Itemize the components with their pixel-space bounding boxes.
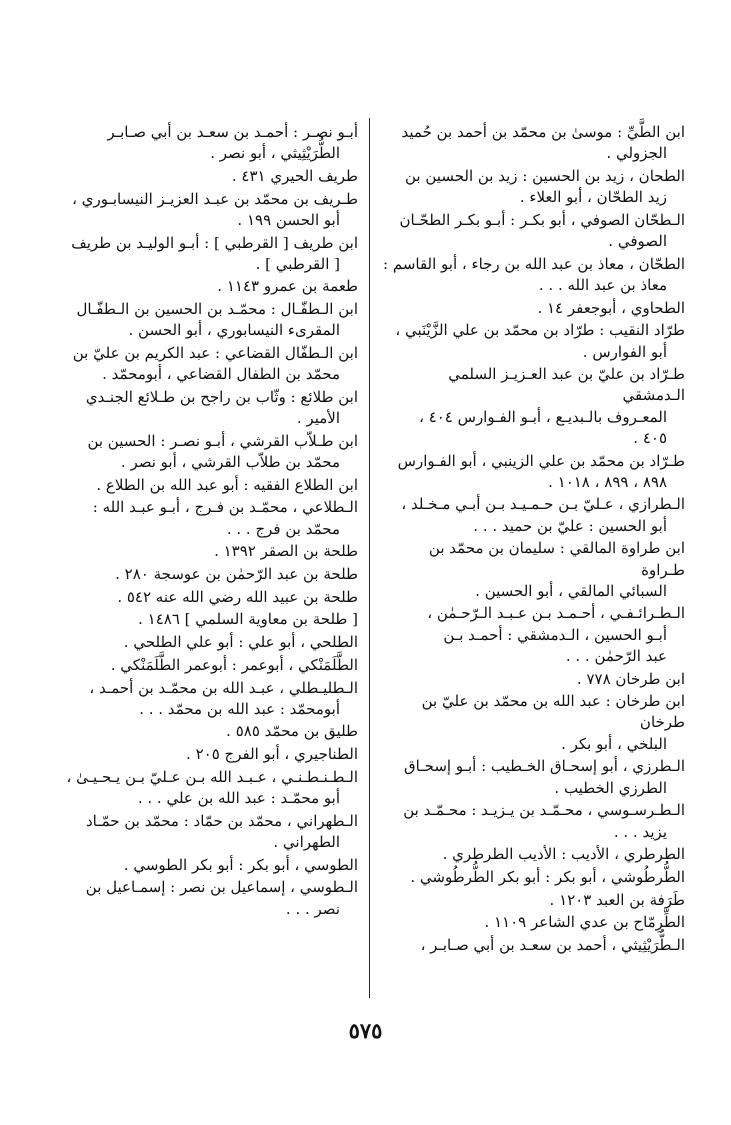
- entry-continuation: محمّد بن طلاّب القرشي ، أبو نصر .: [120, 453, 340, 472]
- index-entry: [58, 721, 358, 742]
- index-entry: [58, 877, 358, 919]
- entry-continuation: ٤٠٥ .: [633, 428, 667, 447]
- index-entry: [58, 189, 358, 231]
- entry-continuation: المقرىء النيسابوري ، أبو الحسن .: [128, 321, 340, 340]
- index-entry: [382, 844, 685, 865]
- entry-heading: الطرطري ، الأديب : الأديب الطرطري .: [442, 845, 685, 864]
- index-column-left: [58, 122, 358, 921]
- entry-continuation: محمّد بن الطفال القضاعي ، أبومحمّد .: [102, 365, 340, 384]
- index-entry: [382, 320, 685, 362]
- entry-heading: الـطـرائـفـي ، أحـمـد بـن عـبـد الـرّحـمٰن ،: [427, 604, 685, 623]
- entry-continuation: أبومحمّد : عبد الله بن محمّد . . .: [139, 699, 340, 718]
- entry-heading: ابن الطَّيِّ : موسىٰ بن محمّد بن أحمد بن حُميد: [401, 123, 685, 141]
- entry-heading: طليق بن محمّد ٥٨٥ .: [226, 722, 358, 741]
- entry-continuation: الجزولي .: [606, 144, 667, 163]
- entry-heading: الطَّلَمَنْكي ، أبوعمر : أبوعمر الطَّلَمَنْكي .: [110, 655, 358, 674]
- entry-heading: الطوسي ، أبو بكر : أبو بكر الطوسي .: [123, 855, 358, 874]
- entry-heading: الـطحّان الصوفي ، أبو بكـر : أبـو بكـر الطحّـان: [399, 210, 685, 229]
- index-entry: [58, 767, 358, 809]
- entry-heading: طلحة بن عبيد الله رضي الله عنه ٥٤٢ .: [117, 587, 358, 606]
- entry-heading: الـطـرسـوسي ، محـمّـد بن يـزيـد : محـمّـد بن: [403, 801, 685, 820]
- index-entry: [58, 475, 358, 496]
- entry-heading: الـطوسي ، إسماعيل بن نصر : إسمـاعيل بن: [85, 878, 358, 897]
- index-entry: [382, 210, 685, 252]
- index-entry: [382, 364, 685, 449]
- entry-heading: ابن الطلاع الفقيه : أبو عبد الله بن الطلاع .: [96, 475, 358, 494]
- entry-continuation: الطُّرَيْثِيثي ، أبو نصر .: [210, 144, 340, 163]
- entry-heading: طلحة بن الصقر ١٣٩٢ .: [214, 542, 358, 561]
- entry-heading: طـريف بن محمّد بن عبـد العزيـز النيسابـوري ،: [72, 189, 358, 208]
- index-entry: [58, 299, 358, 341]
- entry-continuation: [ القرطبي ] .: [255, 254, 340, 273]
- entry-heading: الـطلاعي ، محمّـد بن فـرج ، أبـو عبـد الله :: [92, 498, 358, 517]
- index-entry: [58, 387, 358, 429]
- index-entry: [382, 603, 685, 667]
- index-entry: [382, 867, 685, 888]
- index-entry: [58, 122, 358, 164]
- index-entry: [58, 744, 358, 765]
- index-entry: [382, 890, 685, 911]
- entry-heading: [ طلحة بن معاوية السلمي ] ١٤٨٦ .: [138, 610, 358, 629]
- entry-continuation: البلخي ، أبو بكر .: [561, 734, 667, 753]
- entry-heading: ابن طلائع : وثّاب بن راجح بن طـلائع الجنـدي: [85, 387, 358, 406]
- entry-continuation: السبائي المالقي ، أبو الحسين .: [475, 581, 667, 600]
- index-entry: [382, 756, 685, 798]
- index-entry: [382, 935, 685, 956]
- index-entry: [382, 254, 685, 296]
- entry-heading: ابن طرخان ٧٧٨ .: [576, 669, 685, 688]
- entry-continuation: أبو محمّـد : عبد الله بن علي . . .: [137, 789, 340, 808]
- entry-heading: طعمة بن عمرو ١١٤٣ .: [217, 277, 358, 296]
- entry-heading: الـطهراني ، محمّد بن حمّاد : محمّد بن حمّـاد: [85, 811, 358, 830]
- entry-heading: ابن طـلاّب القرشي ، أبـو نصـر : الحسين بن: [87, 431, 358, 450]
- entry-heading: ابن طرخان : عبد الله بن محمّد بن عليّ بن طرخان: [421, 692, 685, 732]
- column-divider: [369, 118, 370, 998]
- entry-heading: الـطُّرَيْثِيثي ، أحمد بن سعـد بن أبي صـابـر ،: [420, 936, 685, 955]
- index-entry: [58, 564, 358, 585]
- entry-heading: ابن طريف [ القرطبي ] : أبـو الوليـد بن طريف: [71, 233, 358, 252]
- entry-heading: طـرّاد بن محمّد بن علي الزينبي ، أبو الفـوارس: [397, 451, 685, 470]
- entry-heading: الطُّرطُوشي ، أبو بكر : أبو بكر الطُّرطُوشي .: [410, 867, 685, 886]
- index-entry: [58, 343, 358, 385]
- entry-continuation: أبو الحسن ١٩٩ .: [237, 210, 340, 229]
- entry-heading: الـطرازي ، عـليّ بـن حـمـيـد بـن أبـي مـخـلد ،: [401, 495, 685, 514]
- index-entry: [58, 541, 358, 562]
- entry-heading: طلحة بن عبد الرّحمٰن بن عوسجة ٢٨٠ .: [115, 565, 358, 584]
- entry-continuation: يزيد . . .: [613, 822, 667, 841]
- index-column-right: [382, 122, 685, 958]
- index-entry: [382, 166, 685, 208]
- entry-continuation: الطرزي الخطيب .: [554, 778, 667, 797]
- index-entry: [382, 800, 685, 842]
- entry-continuation: الصوفي .: [608, 232, 667, 251]
- index-entry: [382, 691, 685, 755]
- index-entry: [382, 298, 685, 319]
- index-entry: [58, 497, 358, 539]
- entry-continuation: الطهراني .: [273, 833, 340, 851]
- index-entry: [58, 587, 358, 608]
- index-entry: [382, 669, 685, 690]
- entry-heading: الـطليـطلي ، عبـد الله بن محمّـد بن أحمـد ،: [89, 678, 358, 697]
- index-entry: [382, 912, 685, 933]
- entry-heading: الطحّان ، معاذ بن عبد الله بن رجاء ، أبو القاسم :: [383, 254, 685, 273]
- entry-heading: ابن الـطفّال القضاعي : عبد الكريم بن عليّ بن: [72, 344, 358, 363]
- index-entry: [58, 632, 358, 653]
- page-number: ٥٧٥: [348, 1018, 383, 1043]
- entry-continuation: المعـروف بالـبديـع ، أبـو الفـوارس ٤٠٤ ،: [419, 407, 667, 426]
- entry-heading: الطناجيري ، أبو الفرج ٢٠٥ .: [186, 745, 358, 764]
- entry-heading: الطِّرِمّاح بن عدي الشاعر ١١٠٩ .: [484, 913, 685, 932]
- index-entry: [58, 655, 358, 676]
- index-entry: [58, 431, 358, 473]
- index-entry: [58, 678, 358, 720]
- index-entry: [58, 609, 358, 630]
- entry-heading: أبـو نصـر : أحمـد بن سعـد بن أبي صـابـر: [107, 123, 358, 141]
- entry-heading: ابن الـطفّـال : محمّـد بن الحسين بن الـطفّـال: [76, 300, 358, 319]
- entry-heading: الـطـنـطـنـي ، عـبـد الله بـن عـليّ بـن يـحـيـىٰ ،: [66, 767, 358, 786]
- index-entry: [58, 233, 358, 275]
- entry-continuation: أبو الحسين : عليّ بن حميد . . .: [473, 516, 667, 535]
- index-entry: [382, 494, 685, 536]
- index-entry: [58, 166, 358, 187]
- index-entry: [382, 538, 685, 602]
- index-entry: [58, 855, 358, 876]
- entry-continuation: أبـو الحسين ، الـدمشقي : أحمـد بـن: [443, 625, 667, 644]
- entry-heading: الـطرزي ، أبو إسحـاق الخـطيب : أبـو إسحـاق: [404, 757, 685, 776]
- entry-heading: طـرّاد بن عليّ بن عبد العـزيـز السلمي الـدمشقي: [448, 365, 685, 405]
- entry-heading: طريف الحيري ٤٣١ .: [231, 166, 358, 185]
- entry-heading: الطلحي ، أبو علي : أبو علي الطلحي .: [123, 633, 358, 652]
- entry-heading: طَرَفة بن العبد ١٢٠٣ .: [549, 890, 685, 909]
- entry-heading: الطحان ، زيد بن الحسين : زيد بن الحسين بن: [405, 166, 685, 185]
- entry-continuation: زيد الطحّان ، أبو العلاء .: [519, 188, 667, 207]
- entry-continuation: نصر . . .: [285, 899, 340, 918]
- entry-continuation: عبد الرّحمٰن . . .: [565, 646, 667, 665]
- entry-heading: الطحاوي ، أبوجعفر ١٤ .: [537, 298, 685, 317]
- entry-heading: ابن طراوة المالقي : سليمان بن محمّد بن طـراوة: [428, 539, 685, 579]
- entry-continuation: ٨٩٨ ، ٨٩٩ ، ١٠١٨ .: [548, 472, 667, 491]
- entry-continuation: محمّد بن فرج . . .: [226, 519, 340, 538]
- index-entry: [58, 811, 358, 853]
- index-entry: [382, 451, 685, 493]
- index-entry: [58, 276, 358, 297]
- index-entry: [382, 122, 685, 164]
- entry-continuation: معاذ بن عبد الله . . .: [538, 275, 667, 294]
- entry-continuation: أبو الفوارس .: [582, 342, 667, 361]
- entry-continuation: الأمير .: [296, 409, 340, 428]
- entry-heading: طرّاد النقيب : طرّاد بن محمّد بن علي الزَّيْنَبي ،: [395, 321, 685, 340]
